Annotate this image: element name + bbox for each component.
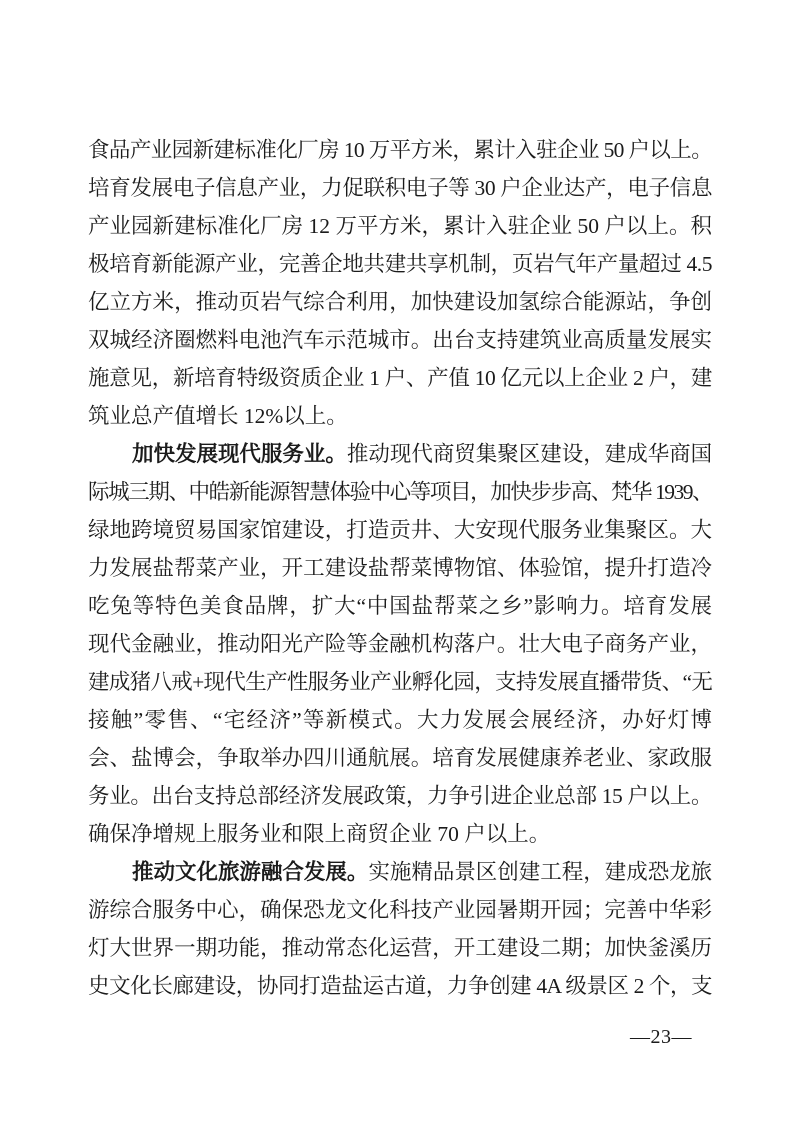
text-line [88, 207, 712, 245]
paragraph-lead-bold: 推动文化旅游融合发展。 [132, 860, 369, 884]
text-line [88, 131, 712, 169]
text-line [88, 701, 712, 739]
text-line [88, 739, 712, 777]
text-line [88, 587, 712, 625]
page-number: —23— [630, 1026, 692, 1048]
text-segment: 现代金融业，推动阳光产险等金融机构落户。壮大电子商务产业， [88, 632, 712, 656]
text-segment: 双城经济圈燃料电池汽车示范城市。出台支持建筑业高质量发展实 [88, 328, 712, 352]
text-line [88, 397, 712, 435]
text-segment: 建成猪八戒+现代生产性服务业产业孵化园，支持发展直播带货、“无 [88, 670, 712, 694]
text-segment: 史文化长廊建设，协同打造盐运古道，力争创建 4A 级景区 2 个，支 [88, 974, 712, 998]
text-segment: 绿地跨境贸易国家馆建设，打造贡井、大安现代服务业集聚区。大 [88, 518, 712, 542]
text-line [88, 853, 712, 891]
paragraph-industry-development-continued [88, 131, 712, 435]
text-segment: 筑业总产值增长 12%以上。 [88, 404, 348, 428]
text-line [88, 321, 712, 359]
text-line [88, 511, 712, 549]
text-segment: 会、盐博会，争取举办四川通航展。培育发展健康养老业、家政服 [88, 746, 712, 770]
text-line [88, 435, 712, 473]
text-line [88, 777, 712, 815]
text-segment: 食品产业园新建标准化厂房 10 万平方米，累计入驻企业 50 户以上。 [88, 138, 712, 162]
text-line [88, 473, 712, 511]
text-line [88, 169, 712, 207]
text-line [88, 359, 712, 397]
text-segment: 确保净增规上服务业和限上商贸企业 70 户以上。 [88, 822, 551, 846]
text-line [88, 815, 712, 853]
text-segment: 极培育新能源产业，完善企地共建共享机制，页岩气年产量超过 4.5 [88, 252, 712, 276]
text-line [88, 625, 712, 663]
text-segment: 产业园新建标准化厂房 12 万平方米，累计入驻企业 50 户以上。积 [88, 214, 712, 238]
text-segment: 游综合服务中心，确保恐龙文化科技产业园暑期开园；完善中华彩 [88, 898, 712, 922]
text-segment: 际城三期、中皓新能源智慧体验中心等项目，加快步步高、梵华 1939、 [88, 480, 712, 504]
paragraph-modern-services [88, 435, 712, 853]
paragraph-culture-tourism-integration [88, 853, 712, 1005]
text-segment: 培育发展电子信息产业，力促联积电子等 30 户企业达产，电子信息 [88, 176, 712, 200]
text-segment: 推动现代商贸集聚区建设，建成华商国 [346, 442, 712, 466]
text-line [88, 549, 712, 587]
text-segment: 实施精品景区创建工程，建成恐龙旅 [368, 860, 712, 884]
text-segment: 亿立方米，推动页岩气综合利用，加快建设加氢综合能源站，争创 [88, 290, 712, 314]
text-segment: 务业。出台支持总部经济发展政策，力争引进企业总部 15 户以上。 [88, 784, 712, 808]
text-line [88, 283, 712, 321]
text-segment: 施意见，新培育特级资质企业 1 户、产值 10 亿元以上企业 2 户，建 [88, 366, 712, 390]
text-segment: 接触”零售、“宅经济”等新模式。大力发展会展经济，办好灯博 [88, 708, 712, 732]
text-segment: 灯大世界一期功能，推动常态化运营，开工建设二期；加快釜溪历 [88, 936, 712, 960]
document-body [88, 131, 712, 1005]
text-line [88, 663, 712, 701]
text-segment: 力发展盐帮菜产业，开工建设盐帮菜博物馆、体验馆，提升打造冷 [88, 556, 712, 580]
paragraph-lead-bold: 加快发展现代服务业。 [132, 442, 347, 466]
text-line [88, 967, 712, 1005]
text-segment: 吃兔等特色美食品牌，扩大“中国盐帮菜之乡”影响力。培育发展 [88, 594, 712, 618]
text-line [88, 245, 712, 283]
text-line [88, 891, 712, 929]
text-line [88, 929, 712, 967]
